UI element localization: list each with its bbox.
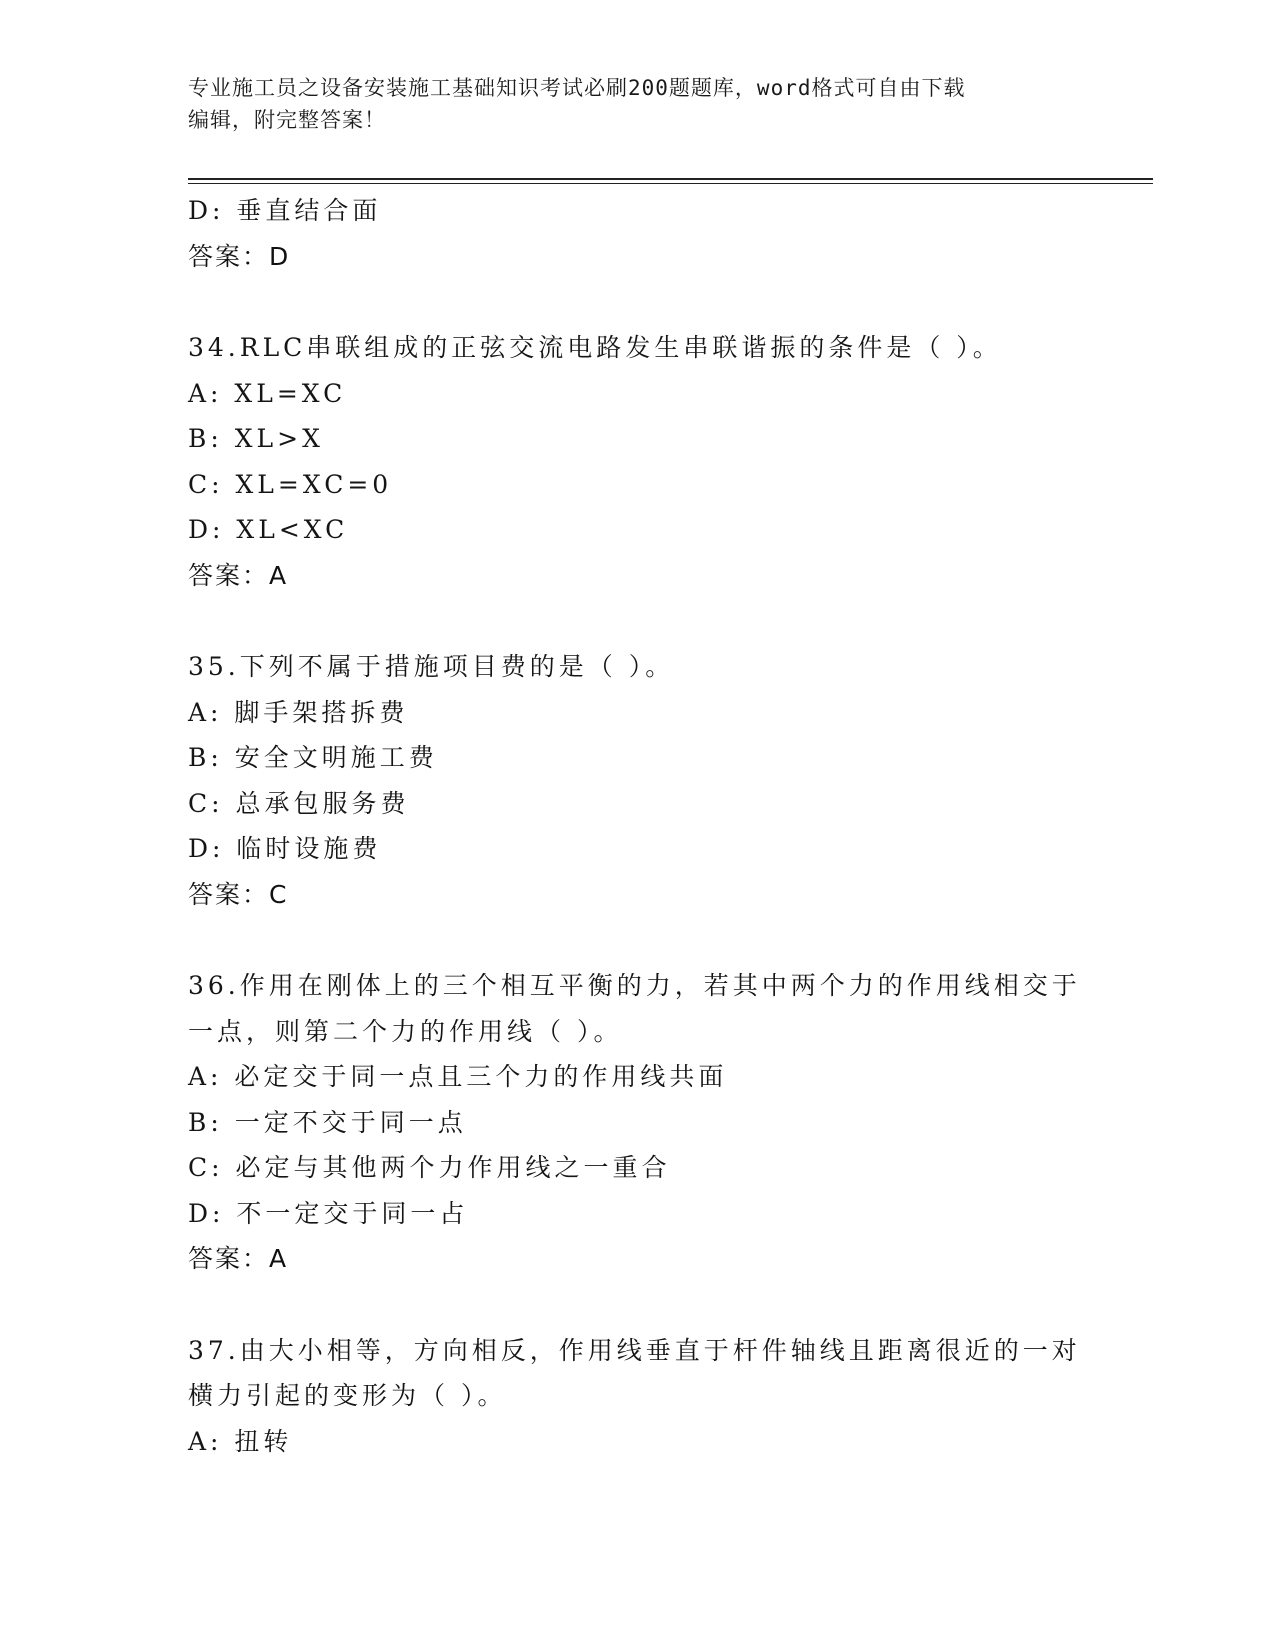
option-d: D: 不一定交于同一占 <box>188 1198 469 1228</box>
question-34 <box>188 325 1088 598</box>
question-stem-line-1: 37.由大小相等，方向相反，作用线垂直于杆件轴线且距离很近的一对 <box>188 1335 1081 1365</box>
header-line-1: 专业施工员之设备安装施工基础知识考试必刷200题题库，word格式可自由下载 <box>188 76 966 100</box>
option-c: C: 必定与其他两个力作用线之一重合 <box>188 1153 671 1182</box>
option-d: D: XL<XC <box>188 515 349 544</box>
option-b: B: 安全文明施工费 <box>188 743 438 772</box>
answer: 答案：D <box>188 241 291 271</box>
header-divider <box>188 178 1153 180</box>
answer: 答案：A <box>188 560 289 590</box>
question-36 <box>188 963 1088 1282</box>
option-a: A: 必定交于同一点且三个力的作用线共面 <box>188 1062 728 1091</box>
header-divider-thin <box>188 183 1153 184</box>
question-stem-line-1: 36.作用在刚体上的三个相互平衡的力，若其中两个力的作用线相交于 <box>188 971 1081 1000</box>
answer: 答案：A <box>188 1244 289 1273</box>
option-c: C: 总承包服务费 <box>188 788 410 818</box>
answer: 答案：C <box>188 879 289 909</box>
header-line-2: 编辑，附完整答案！ <box>188 108 386 132</box>
question-33-tail <box>188 188 1088 279</box>
option-a: A: 脚手架搭拆费 <box>188 697 409 727</box>
option-c: C: XL=XC=0 <box>188 469 393 499</box>
document-header <box>188 72 1068 136</box>
option-a: A: XL=XC <box>188 378 347 408</box>
question-stem-line-2: 一点，则第二个力的作用线（ ）。 <box>188 1016 623 1046</box>
question-37 <box>188 1328 1088 1465</box>
question-stem-line-2: 横力引起的变形为（ ）。 <box>188 1381 507 1410</box>
option-d: D: 临时设施费 <box>188 834 382 863</box>
question-35 <box>188 644 1088 917</box>
question-list <box>188 188 1088 1464</box>
question-stem: 34.RLC串联组成的正弦交流电路发生串联谐振的条件是（ ）。 <box>188 333 1002 362</box>
option-b: B: 一定不交于同一点 <box>188 1107 467 1137</box>
option-b: B: XL>X <box>188 424 324 453</box>
option-a: A: 扭转 <box>188 1426 293 1456</box>
question-stem: 35.下列不属于措施项目费的是（ ）。 <box>188 652 675 681</box>
option-d: D: 垂直结合面 <box>188 196 382 225</box>
